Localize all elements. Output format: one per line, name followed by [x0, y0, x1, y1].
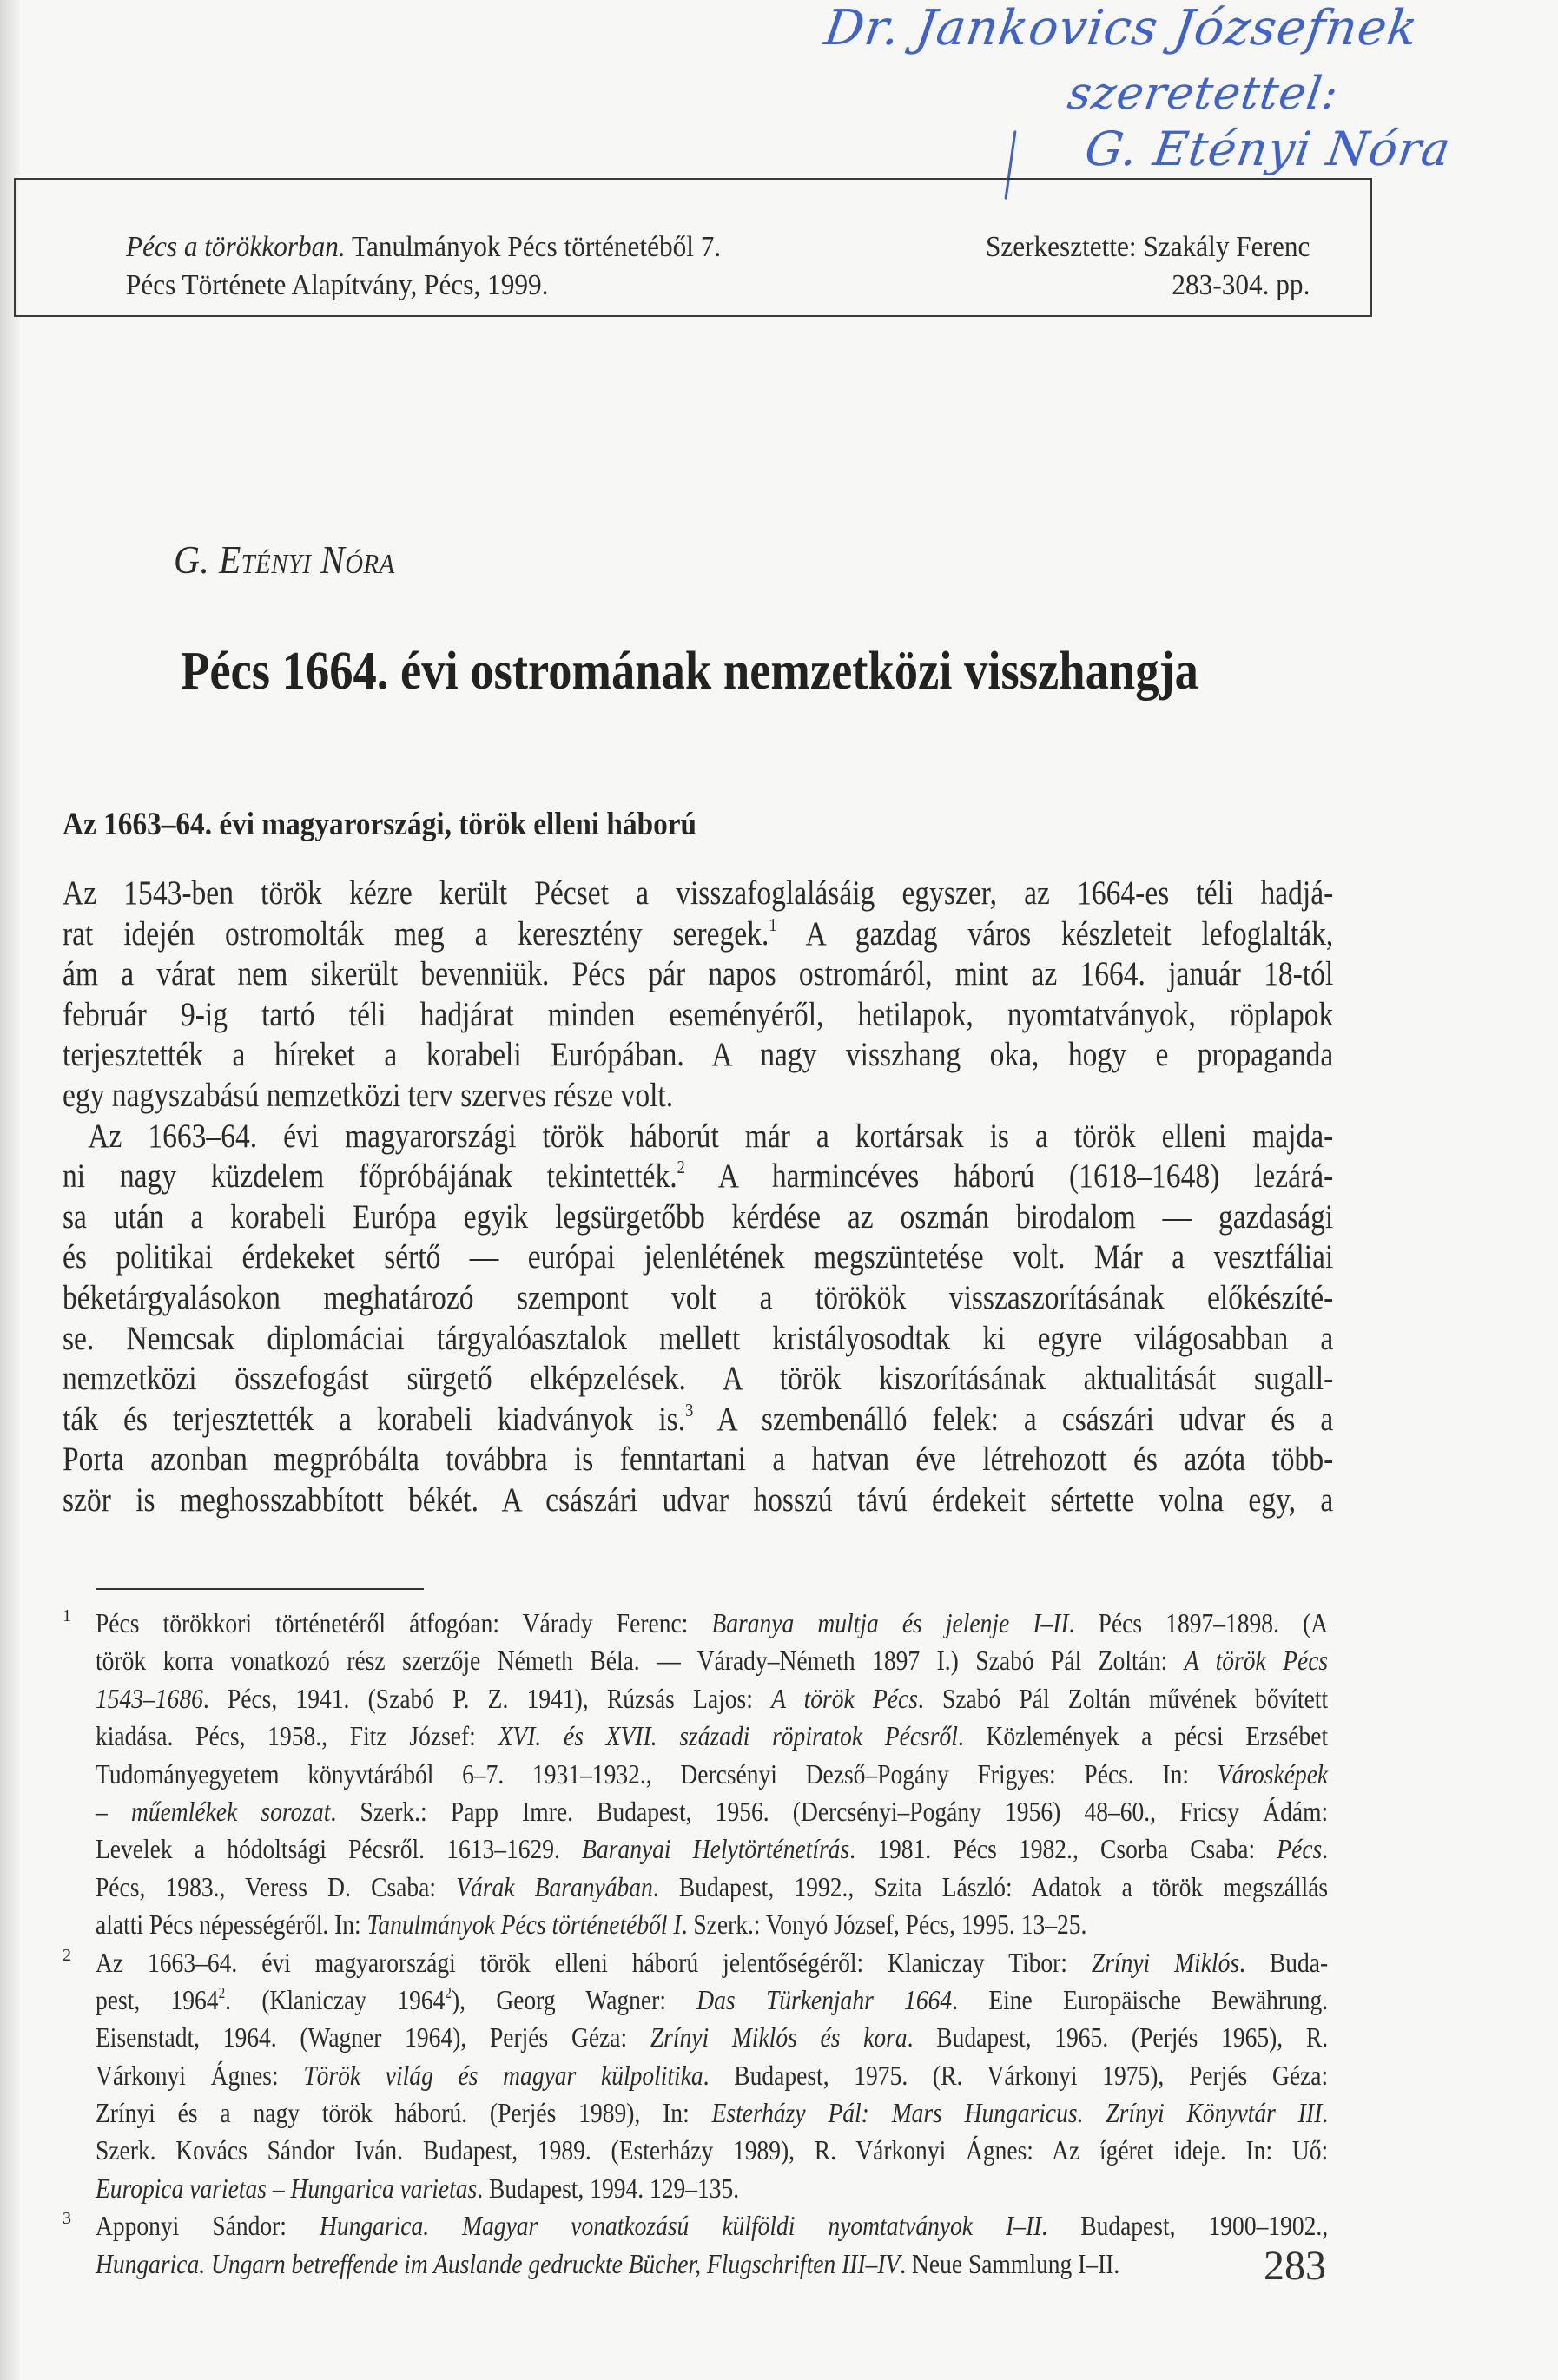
footnote-fragment: ), Georg Wagner: — [451, 1983, 697, 2015]
footnote-text — [96, 1680, 1328, 1717]
footnote-text — [96, 2132, 1328, 2169]
footnote-fragment: . — [1322, 1833, 1329, 1865]
footnote-line — [63, 2132, 1333, 2169]
body-line: terjesztették a híreket a korabeli Európában. A nagy visszhang oka, hogy e propaganda — [63, 1036, 1334, 1074]
footnote-line — [63, 2207, 1333, 2245]
footnote-fragment: . (Klaniczay 1964 — [225, 1983, 446, 2015]
footnote-line — [63, 1944, 1333, 1981]
footnote-text — [96, 2170, 1328, 2207]
footnote-line — [63, 1605, 1333, 1642]
footnote-text — [96, 1981, 1328, 2019]
footnote-line — [63, 2170, 1333, 2207]
footnote-fragment: Várkonyi Ágnes: — [96, 2059, 304, 2091]
body-line: egy nagyszabású nemzetközi terv szerves része volt. — [63, 1076, 674, 1114]
footnote-line — [63, 2094, 1333, 2132]
edition-superscript: 2 — [218, 1983, 226, 2001]
footnote-line — [63, 1906, 1333, 1943]
footnote-text — [96, 2094, 1328, 2132]
cited-title: Baranya multja és jelenje I–II — [711, 1607, 1069, 1638]
body-line: béketárgyalásokon meghatározó szempont volt a törökök visszaszorításának előkészíté- — [63, 1278, 1334, 1316]
cited-title: Várak Baranyában — [456, 1870, 653, 1902]
footnote-text — [96, 1944, 1328, 1981]
footnote-line — [63, 2245, 1333, 2283]
footnote-text — [96, 2207, 1328, 2245]
footnote-line — [63, 1830, 1333, 1868]
body-line: ták és terjesztették a korabeli kiadványok is.$^3$ A szembenálló felek: a császári udvar és a — [63, 1399, 1334, 1438]
cited-title: Tanulmányok Pécs történetéből I — [366, 1909, 682, 1941]
footnote-line — [63, 1981, 1333, 2019]
page-number: 283 — [1264, 2243, 1326, 2289]
footnote-fragment: . Budapest, 1965. (Perjés 1965), R. — [907, 2021, 1329, 2054]
footnote-fragment: . Budapest, 1900–1902., — [1041, 2210, 1329, 2242]
footnote-text — [96, 1717, 1328, 1755]
cited-title: Zrínyi Miklós és kora — [650, 2021, 908, 2054]
cited-title: 1543–1686 — [96, 1682, 203, 1714]
editor: Szerkesztette: Szakály Ferenc — [985, 231, 1310, 263]
footnote-text — [96, 2019, 1328, 2056]
footnote-fragment: . Közlemények a pécsi Erzsébet — [957, 1720, 1329, 1752]
body-line: nemzetközi összefogást sürgető elképzelések. A török kiszorításának aktualitását sugall- — [63, 1360, 1334, 1398]
section-heading: Az 1663–64. évi magyarországi, török elleni háború — [63, 807, 697, 842]
footnote-fragment: Tudományegyetem könyvtárából 6–7. 1931–1932., Dercsényi Dezső–Pogány Frigyes: Pécs. In: — [96, 1757, 1218, 1790]
page-range: 283-304. pp. — [1172, 269, 1310, 301]
footnote-fragment: Szerk. Kovács Sándor Iván. Budapest, 1989. (Esterházy 1989), R. Várkonyi Ágnes: Az ígéret ideje. In: Uő: — [96, 2134, 1329, 2166]
footnote-fragment: alatti Pécs népességéről. In: — [96, 1909, 367, 1941]
footnote-fragment: török korra vonatkozó rész szerzője Németh Béla. — Várady–Németh 1897 I.) Szabó Pál Zoltán: — [96, 1645, 1185, 1677]
body-line: és politikai érdekeket sértő — európai jelenlétének megszüntetése volt. Már a vesztfáliai — [63, 1238, 1334, 1276]
footnote-reference[interactable]: 2 — [677, 1157, 685, 1178]
footnote-reference[interactable]: 3 — [685, 1399, 694, 1421]
cited-title: Zrínyi Miklós — [1091, 1946, 1240, 1978]
footnote-text — [96, 1642, 1328, 1679]
binding-shadow — [0, 0, 19, 2380]
footnote-fragment: . Budapest, 1992., Szita László: Adatok a török megszállás — [652, 1870, 1329, 1902]
cited-title: A török Pécs — [1184, 1645, 1329, 1677]
footnote-fragment: . Szabó Pál Zoltán művének bővített — [917, 1682, 1329, 1714]
footnote-fragment: pest, 1964 — [96, 1983, 219, 2015]
body-line: Az 1663–64. évi magyarországi török háborút már a kortársak is a török elleni majda- — [88, 1117, 1334, 1155]
cited-title: Europica varietas – Hungarica varietas — [96, 2172, 478, 2204]
footnote-fragment: . Budapest, 1994. 129–135. — [477, 2172, 740, 2204]
article-author: G. Etényi Nóra — [174, 537, 395, 582]
footnote-fragment: Zrínyi és a nagy török háború. (Perjés 1989), In: — [96, 2097, 712, 2129]
citation-title — [126, 230, 721, 265]
footnote-line — [63, 1869, 1333, 1906]
cited-title: Das Türkenjahr 1664 — [696, 1983, 953, 2015]
cited-title: Baranyai Helytörténetírás — [582, 1833, 850, 1865]
body-line: sa után a korabeli Európa egyik legsürgetőbb kérdése az oszmán birodalom — gazdasági — [63, 1197, 1334, 1236]
footnote-fragment: . Szerk.: Vonyó József, Pécs, 1995. 13–25. — [681, 1909, 1087, 1941]
footnote-fragment: Pécs, 1983., Veress D. Csaba: — [96, 1870, 457, 1902]
body-line: ám a várat nem sikerült bevenniük. Pécs pár napos ostromáról, mint az 1664. január 18-tól — [63, 955, 1334, 993]
footnote-reference[interactable]: 1 — [769, 913, 777, 935]
cited-title: XVI. és XVII. századi röpiratok Pécsről — [498, 1720, 958, 1752]
body-line: ször is meghosszabbított békét. A császári udvar hosszú távú érdekeit sértette volna egy, a — [63, 1480, 1334, 1519]
footnote-text — [96, 2057, 1328, 2094]
footnote-number: 3 — [63, 2209, 71, 2229]
footnote-text — [96, 1869, 1328, 1906]
footnote-text — [96, 1906, 1328, 1943]
footnote-text — [96, 1793, 1328, 1830]
footnote-text — [96, 1756, 1328, 1793]
edition-superscript: 2 — [445, 1983, 452, 2001]
cited-title: Esterházy Pál: Mars Hungaricus. Zrínyi Könyvtár III — [711, 2097, 1323, 2129]
footnote-text — [96, 2245, 1328, 2283]
footnote-line — [63, 1717, 1333, 1755]
footnote-line — [63, 1756, 1333, 1793]
dedication-line: szeretettel: — [1064, 68, 1343, 120]
body-line: rat idején ostromolták meg a keresztény seregek.$^1$ A gazdag város készleteit lefoglalták, — [63, 913, 1334, 953]
footnote-fragment: . Pécs, 1941. (Szabó P. Z. 1941), Rúzsás Lajos: — [202, 1682, 772, 1714]
body-line: Az 1543-ben török kézre került Pécset a visszafoglalásáig egyszer, az 1664-es téli hadjá- — [63, 874, 1334, 912]
handwritten-dedication — [808, 0, 1502, 200]
publisher: Pécs Története Alapítvány, Pécs, 1999. — [125, 269, 549, 301]
cited-title: Pécs — [1277, 1833, 1323, 1865]
cited-title: Török világ és magyar külpolitika — [303, 2059, 703, 2091]
cited-title: Hungarica. Magyar vonatkozású külföldi nyomtatványok I–II — [319, 2210, 1042, 2242]
body-text — [63, 874, 1333, 1521]
body-line: február 9-ig tartó téli hadjárat minden eseményéről, hetilapok, nyomtatványok, röplapok — [63, 995, 1334, 1033]
cited-title: – műemlékek sorozat — [96, 1795, 331, 1827]
footnote-line — [63, 1793, 1333, 1830]
body-line: se. Nemcsak diplomáciai tárgyalóasztalok mellett kristályosodtak ki egyre világosabban a — [63, 1319, 1334, 1357]
article-title: Pécs 1664. évi ostromának nemzetközi visszhangja — [181, 642, 1198, 701]
cited-title: Hungarica. Ungarn betreffende im Auslande gedruckte Bücher, Flugschriften III–IV — [96, 2247, 901, 2279]
footnote-fragment: . Szerk.: Papp Imre. Budapest, 1956. (Dercsényi–Pogány 1956) 48–60., Fricsy Ádám: — [330, 1795, 1329, 1827]
book-title: Pécs a törökkorban. — [125, 231, 346, 263]
footnote-number: 2 — [63, 1945, 71, 1965]
footnote-divider — [96, 1588, 424, 1590]
cited-title: A török Pécs — [771, 1682, 918, 1714]
footnote-fragment: . — [1322, 2097, 1329, 2129]
footnote-fragment: Levelek a hódoltsági Pécsről. 1613–1629. — [96, 1833, 583, 1865]
footnote-number: 1 — [63, 1606, 71, 1625]
dedication-line: Dr. Jankovics Józsefnek — [821, 0, 1423, 56]
footnote-line — [63, 1642, 1333, 1679]
footnote-line — [63, 2019, 1333, 2056]
footnote-fragment: . Neue Sammlung I–II. — [900, 2247, 1120, 2279]
footnote-fragment: . Eine Europäische Bewährung. — [952, 1983, 1329, 2015]
footnote-fragment: Apponyi Sándor: — [96, 2210, 320, 2242]
series-title: Tanulmányok Pécs történetéből 7. — [352, 231, 722, 263]
signature: G. Etényi Nóra — [1081, 122, 1455, 176]
footnote-text — [96, 1830, 1328, 1868]
cited-title: Városképek — [1217, 1757, 1329, 1790]
footnote-line — [63, 1680, 1333, 1717]
footnote-fragment: . Budapest, 1975. (R. Várkonyi 1975), Perjés Géza: — [703, 2059, 1329, 2091]
footnote-text — [96, 1605, 1328, 1642]
footnote-fragment: . Buda- — [1239, 1946, 1329, 1978]
footnote-fragment: Pécs törökkori történetéről átfogóan: Várady Ferenc: — [96, 1607, 712, 1638]
footnote-fragment: . 1981. Pécs 1982., Csorba Csaba: — [849, 1833, 1277, 1865]
body-line: ni nagy küzdelem főpróbájának tekintették.$^2$ A harmincéves háború (1618–1648) lezárá- — [63, 1157, 1334, 1196]
footnote-line — [63, 2057, 1333, 2094]
footnote-fragment: Az 1663–64. évi magyarországi török elleni háború jelentőségéről: Klaniczay Tibor: — [96, 1946, 1092, 1978]
footnote-fragment: . Pécs 1897–1898. (A — [1068, 1607, 1329, 1638]
footnote-fragment: kiadása. Pécs, 1958., Fitz József: — [96, 1720, 498, 1752]
body-line: Porta azonban megpróbálta továbbra is fenntartani a hatvan éve létrehozott és azóta több- — [63, 1441, 1334, 1479]
footnotes — [63, 1605, 1333, 2283]
citation-box — [14, 178, 1372, 317]
footnote-fragment: Eisenstadt, 1964. (Wagner 1964), Perjés Géza: — [96, 2021, 650, 2054]
